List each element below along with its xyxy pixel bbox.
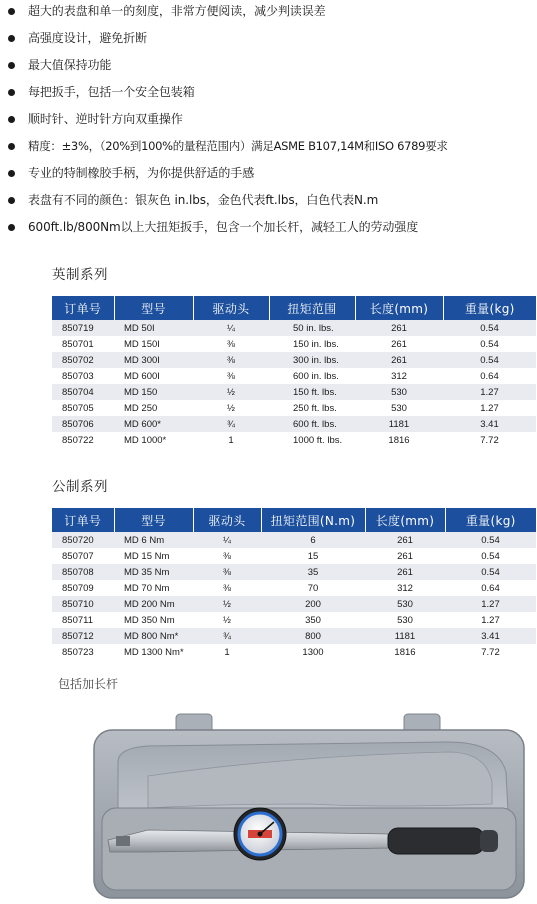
cell-length: 312 (355, 368, 443, 384)
cell-model: MD 600* (114, 416, 193, 432)
cell-model: MD 150I (114, 336, 193, 352)
cell-drive: ¾ (193, 416, 269, 432)
cell-length: 1816 (365, 644, 445, 660)
feature-text: 每把扳手，包括一个安全包装箱 (28, 85, 195, 99)
imperial-section-title: 英制系列 (52, 267, 108, 283)
feature-item (0, 189, 537, 213)
cell-drive: ¾ (193, 628, 261, 644)
cell-length: 530 (355, 384, 443, 400)
cell-weight: 3.41 (443, 416, 536, 432)
cell-length: 530 (365, 596, 445, 612)
cell-drive: ¼ (193, 532, 261, 548)
cell-torque-range: 600 ft. lbs. (269, 416, 355, 432)
feature-text: 精度：±3%，（20%到100%的量程范围内）满足ASME B107,14M和ISO 6789要求 (28, 139, 448, 153)
cell-weight: 0.64 (443, 368, 536, 384)
table-row (52, 644, 536, 660)
cell-model: MD 350 Nm (114, 612, 193, 628)
table-row (52, 580, 536, 596)
feature-item (0, 54, 537, 78)
cell-torque-range: 800 (261, 628, 365, 644)
cell-model: MD 1300 Nm* (114, 644, 193, 660)
feature-text: 最大值保持功能 (28, 58, 112, 72)
metric-spec-table (52, 508, 536, 660)
table-row (52, 432, 536, 448)
table-row (52, 400, 536, 416)
cell-drive: ¼ (193, 320, 269, 336)
feature-item (0, 162, 537, 186)
header-order-no: 订单号 (52, 508, 114, 532)
cell-model: MD 600I (114, 368, 193, 384)
table-row (52, 548, 536, 564)
cell-model: MD 150 (114, 384, 193, 400)
cell-weight: 1.27 (443, 384, 536, 400)
bullet-icon (8, 143, 15, 150)
table-row (52, 628, 536, 644)
cell-model: MD 50I (114, 320, 193, 336)
cell-model: MD 35 Nm (114, 564, 193, 580)
cell-drive: ⅜ (193, 368, 269, 384)
torque-wrench-in-case-image (88, 712, 528, 902)
cell-weight: 0.54 (443, 352, 536, 368)
feature-text: 600ft.lb/800Nm以上大扭矩扳手，包含一个加长杆，减轻工人的劳动强度 (28, 220, 419, 234)
header-length: 长度(mm) (355, 296, 443, 320)
cell-length: 261 (355, 320, 443, 336)
bullet-icon (8, 224, 15, 231)
cell-length: 261 (355, 352, 443, 368)
cell-model: MD 15 Nm (114, 548, 193, 564)
table-header-row (52, 296, 536, 320)
cell-weight: 3.41 (445, 628, 536, 644)
table-header-row (52, 508, 536, 532)
cell-torque-range: 1300 (261, 644, 365, 660)
imperial-spec-table (52, 296, 536, 448)
cell-weight: 0.54 (445, 548, 536, 564)
cell-length: 1181 (355, 416, 443, 432)
cell-torque-range: 350 (261, 612, 365, 628)
cell-weight: 1.27 (445, 596, 536, 612)
cell-order-no: 850723 (52, 644, 114, 660)
header-weight: 重量(kg) (445, 508, 536, 532)
header-torque-range: 扭矩范围(N.m) (261, 508, 365, 532)
cell-torque-range: 35 (261, 564, 365, 580)
cell-weight: 0.54 (443, 336, 536, 352)
bullet-icon (8, 8, 15, 15)
cell-order-no: 850706 (52, 416, 114, 432)
cell-weight: 0.54 (445, 532, 536, 548)
cell-weight: 0.64 (445, 580, 536, 596)
table-row (52, 352, 536, 368)
cell-length: 530 (355, 400, 443, 416)
cell-torque-range: 70 (261, 580, 365, 596)
cell-torque-range: 600 in. lbs. (269, 368, 355, 384)
feature-item (0, 81, 537, 105)
header-length: 长度(mm) (365, 508, 445, 532)
feature-item (0, 0, 537, 24)
bullet-icon (8, 170, 15, 177)
cell-drive: 1 (193, 644, 261, 660)
cell-length: 1816 (355, 432, 443, 448)
cell-torque-range: 1000 ft. lbs. (269, 432, 355, 448)
cell-drive: ½ (193, 400, 269, 416)
cell-order-no: 850719 (52, 320, 114, 336)
cell-order-no: 850701 (52, 336, 114, 352)
cell-length: 312 (365, 580, 445, 596)
cell-order-no: 850722 (52, 432, 114, 448)
cell-order-no: 850705 (52, 400, 114, 416)
cell-torque-range: 50 in. lbs. (269, 320, 355, 336)
cell-drive: ⅜ (193, 580, 261, 596)
extension-bar-note: 包括加长杆 (58, 677, 119, 691)
cell-model: MD 1000* (114, 432, 193, 448)
feature-item (0, 135, 537, 159)
feature-text: 表盘有不同的颜色：银灰色 in.lbs，金色代表ft.lbs，白色代表N.m (28, 193, 379, 207)
table-row (52, 564, 536, 580)
table-row (52, 532, 536, 548)
cell-order-no: 850702 (52, 352, 114, 368)
bullet-icon (8, 35, 15, 42)
cell-drive: ⅜ (193, 352, 269, 368)
cell-weight: 0.54 (445, 564, 536, 580)
cell-weight: 7.72 (445, 644, 536, 660)
feature-item (0, 108, 537, 132)
metric-section-title: 公制系列 (52, 479, 108, 495)
cell-model: MD 800 Nm* (114, 628, 193, 644)
header-weight: 重量(kg) (443, 296, 536, 320)
cell-length: 1181 (365, 628, 445, 644)
bullet-icon (8, 197, 15, 204)
cell-weight: 0.54 (443, 320, 536, 336)
header-torque-range: 扭矩范围 (269, 296, 355, 320)
cell-order-no: 850704 (52, 384, 114, 400)
cell-weight: 7.72 (443, 432, 536, 448)
cell-drive: ½ (193, 596, 261, 612)
feature-text: 专业的特制橡胶手柄，为你提供舒适的手感 (28, 166, 255, 180)
cell-order-no: 850711 (52, 612, 114, 628)
header-drive: 驱动头 (193, 296, 269, 320)
feature-text: 超大的表盘和单一的刻度，非常方便阅读，减少判读误差 (28, 4, 326, 18)
cell-order-no: 850720 (52, 532, 114, 548)
cell-model: MD 250 (114, 400, 193, 416)
header-drive: 驱动头 (193, 508, 261, 532)
cell-torque-range: 150 ft. lbs. (269, 384, 355, 400)
cell-order-no: 850709 (52, 580, 114, 596)
cell-order-no: 850712 (52, 628, 114, 644)
cell-drive: ⅜ (193, 548, 261, 564)
cell-length: 530 (365, 612, 445, 628)
cell-torque-range: 250 ft. lbs. (269, 400, 355, 416)
cell-length: 261 (365, 548, 445, 564)
cell-order-no: 850703 (52, 368, 114, 384)
feature-text: 高强度设计，避免折断 (28, 31, 148, 45)
header-model: 型号 (114, 296, 193, 320)
table-row (52, 336, 536, 352)
cell-torque-range: 200 (261, 596, 365, 612)
cell-torque-range: 15 (261, 548, 365, 564)
cell-drive: 1 (193, 432, 269, 448)
cell-torque-range: 300 in. lbs. (269, 352, 355, 368)
feature-item (0, 216, 537, 240)
feature-item (0, 27, 537, 51)
cell-order-no: 850708 (52, 564, 114, 580)
bullet-icon (8, 89, 15, 96)
table-row (52, 612, 536, 628)
cell-drive: ⅜ (193, 336, 269, 352)
cell-weight: 1.27 (445, 612, 536, 628)
table-row (52, 368, 536, 384)
cell-torque-range: 150 in. lbs. (269, 336, 355, 352)
cell-length: 261 (365, 532, 445, 548)
header-order-no: 订单号 (52, 296, 114, 320)
bullet-icon (8, 116, 15, 123)
cell-order-no: 850707 (52, 548, 114, 564)
header-model: 型号 (114, 508, 193, 532)
feature-text: 顺时针、逆时针方向双重操作 (28, 112, 183, 126)
cell-model: MD 70 Nm (114, 580, 193, 596)
cell-torque-range: 6 (261, 532, 365, 548)
cell-model: MD 6 Nm (114, 532, 193, 548)
cell-length: 261 (365, 564, 445, 580)
cell-weight: 1.27 (443, 400, 536, 416)
cell-model: MD 300I (114, 352, 193, 368)
table-row (52, 416, 536, 432)
cell-drive: ½ (193, 384, 269, 400)
cell-order-no: 850710 (52, 596, 114, 612)
table-row (52, 320, 536, 336)
table-row (52, 384, 536, 400)
bullet-icon (8, 62, 15, 69)
cell-model: MD 200 Nm (114, 596, 193, 612)
cell-length: 261 (355, 336, 443, 352)
cell-drive: ⅜ (193, 564, 261, 580)
table-row (52, 596, 536, 612)
cell-drive: ½ (193, 612, 261, 628)
